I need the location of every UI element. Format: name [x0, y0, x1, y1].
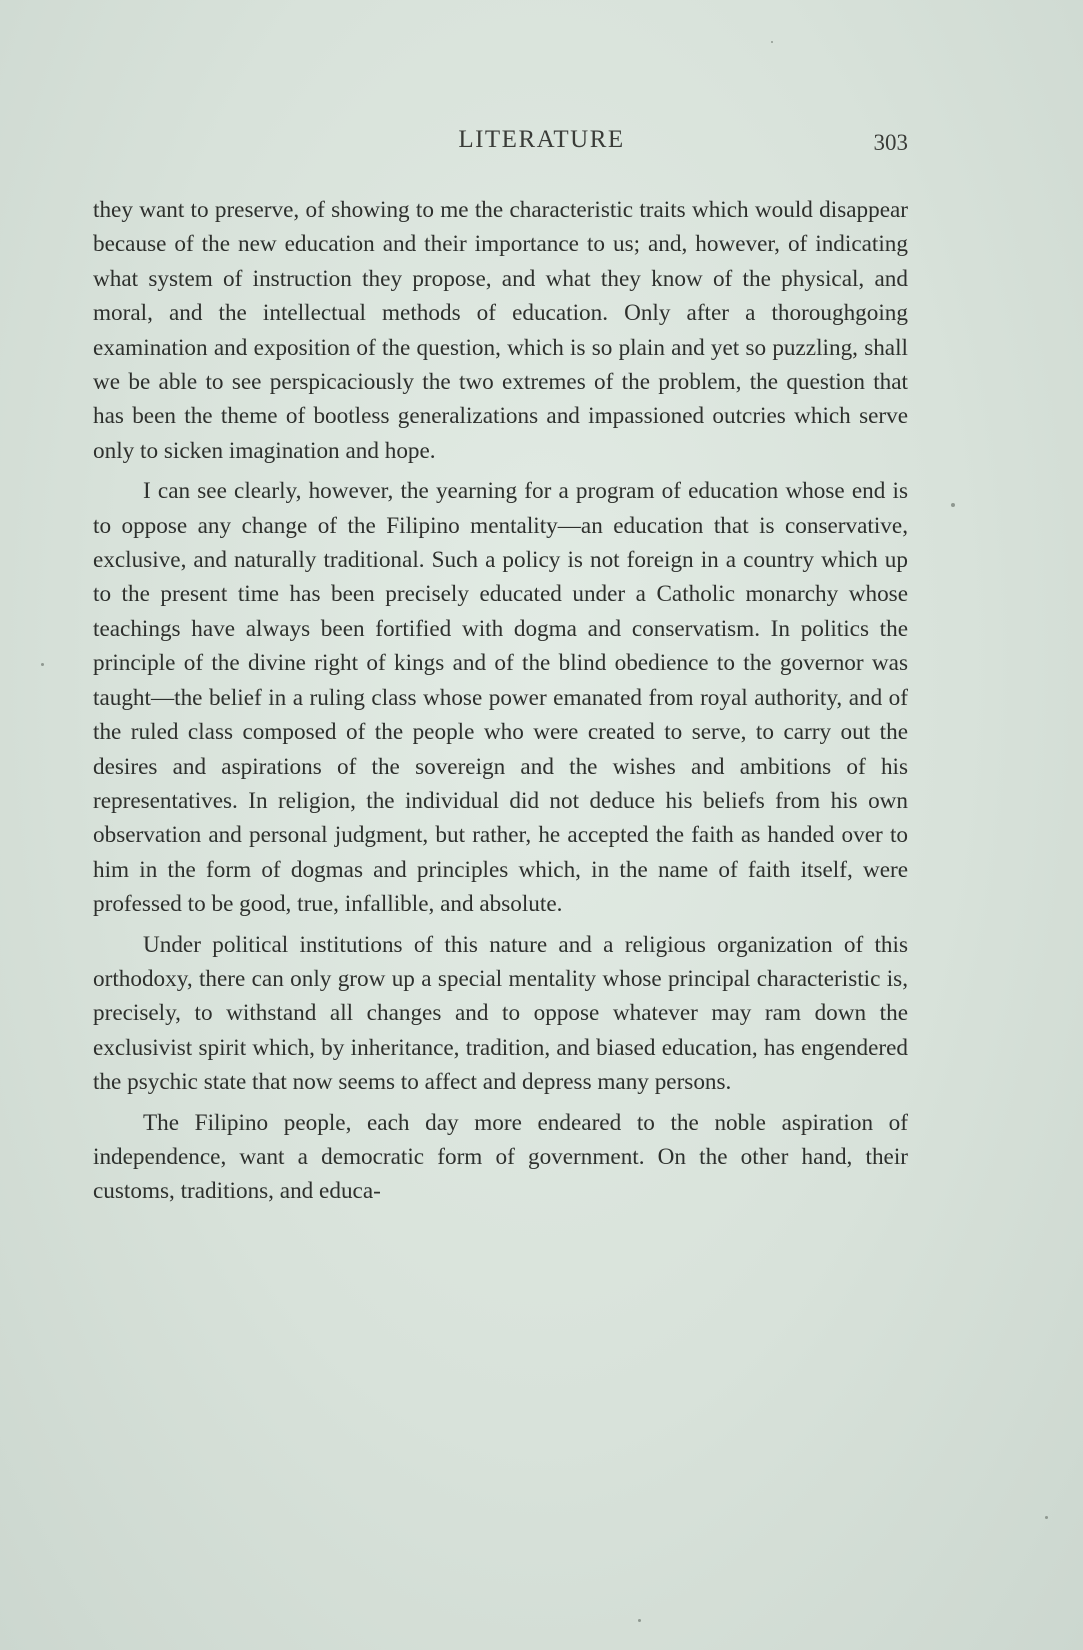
paper-speck	[41, 663, 44, 666]
paper-speck	[951, 503, 955, 507]
paragraph-3: Under political institutions of this nature and a religious organization of this orthodoxy, there can only grow up a special mentality whose principal characteristic is, precisely, to withstand all changes and to oppose whatever may ram down the exclusivist spirit which, by inheritance, tradition, and biased education, has engendered the psychic state that now seems to affect and depress many persons.	[93, 931, 908, 1096]
running-head	[0, 122, 1083, 162]
paragraph-1: they want to preserve, of showing to me the characteristic traits which would disappear because of the new education and their importance to us; and, however, of indicating what system of instruction they propose, and what they know of the physical, and moral, and the intellectual methods of education. Only after a thoroughgoing examination and exposition of the question, which is so plain and yet so puzzling, shall we be able to see perspicaciously the two extremes of the problem, the question that has been the theme of bootless generalizations and impassioned outcries which serve only to sicken imagination and hope.	[93, 197, 908, 464]
body-text	[93, 193, 908, 1215]
paper-speck	[1045, 1516, 1048, 1519]
paper-speck	[771, 41, 773, 43]
paper-speck	[638, 1619, 641, 1622]
running-title: LITERATURE	[458, 126, 625, 153]
paragraph-4: The Filipino people, each day more endeared to the noble aspiration of independence, want a democratic form of government. On the other hand, their customs, traditions, and educa-	[93, 1109, 908, 1205]
paragraph-2: I can see clearly, however, the yearning for a program of education whose end is to oppose any change of the Filipino mentality—an education that is conservative, exclusive, and naturally traditional. Such a policy is not foreign in a country which up to the present time has been precisely educated under a Catholic monarchy whose teachings have always been fortified with dogma and conservatism. In politics the principle of the divine right of kings and of the blind obedience to the governor was taught—the belief in a ruling class whose power emanated from royal authority, and of the ruled class composed of the people who were created to serve, to carry out the desires and aspirations of the sovereign and the wishes and ambitions of his representatives. In religion, the individual did not deduce his beliefs from his own observation and personal judgment, but rather, he accepted the faith as handed over to him in the form of dogmas and principles which, in the name of faith itself, were professed to be good, true, infallible, and absolute.	[93, 478, 908, 918]
page-number: 303	[873, 130, 908, 155]
